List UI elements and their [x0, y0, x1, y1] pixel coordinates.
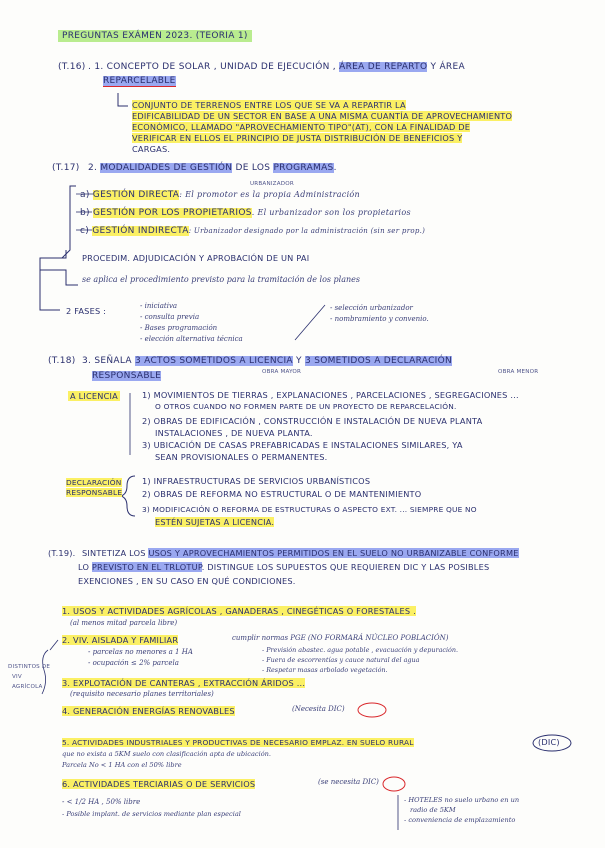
q17-procedimiento: PROCEDIM. ADJUDICACIÓN Y APROBACIÓN DE UN PAI — [82, 253, 310, 263]
q18-title-line1 — [82, 356, 452, 366]
annotation-urbanizador: URBANIZADOR — [250, 181, 294, 187]
q17-item-b-highlight: GESTIÓN POR LOS PROPIETARIOS — [93, 208, 252, 218]
q19-item-6-note-4: radio de 5KM — [410, 806, 456, 814]
q17-fases-label: 2 FASES : — [66, 306, 107, 316]
q17-item-c-highlight: GESTIÓN INDIRECTA — [92, 226, 189, 236]
q17-item-a-label: a) — [80, 190, 93, 200]
q17-item-a-highlight: GESTIÓN DIRECTA — [92, 190, 180, 200]
q17-fase-1: - iniciativa — [140, 302, 178, 310]
licencia-item-1b: O OTROS CUANDO NO FORMEN PARTE DE UN PROYECTO DE REPARCELACIÓN. — [155, 402, 457, 411]
q19-item-6: 6. ACTIVIDADES TERCIARIAS O DE SERVICIOS — [62, 779, 256, 789]
licencia-item-3b: SEAN PROVISIONALES O PERMANENTES. — [155, 452, 328, 462]
q17-fase-4: - elección alternativa técnica — [140, 335, 243, 343]
q17-item-b — [80, 208, 411, 218]
q19-title-highlight1: USOS Y APROVECHAMIENTOS PERMITIDOS EN EL SUELO NO URBANIZABLE CONFORME — [148, 548, 519, 558]
q17-item-c-label: c) — [80, 226, 93, 236]
q17-title-text: DE LOS — [232, 163, 274, 173]
q17-title-end: . — [333, 163, 337, 173]
q19-title-highlight2: PREVISTO EN EL TRLOTUP — [91, 562, 202, 572]
side-note-1: DISTINTOS DE — [8, 664, 51, 670]
q18-title-highlight1: 3 ACTOS SOMETIDOS A LICENCIA — [134, 356, 293, 366]
q17-item-c-text: : Urbanizador designado por la administración (sin ser prop.) — [188, 227, 426, 235]
declaracion-label-2: RESPONSABLE — [66, 488, 123, 497]
q19-item-2-arrow: cumplir normas PGE (NO FORMARÁ NÚCLEO POBLACIÓN) — [232, 634, 449, 642]
declaracion-item-3b: ESTÉN SUJETAS A LICENCIA. — [155, 517, 275, 527]
q17-title-highlight1: MODALIDADES DE GESTIÓN — [100, 163, 233, 173]
q19-item-2-note-2: - ocupación ≤ 2% parcela — [88, 659, 179, 667]
q19-item-2: 2. VIV. AISLADA Y FAMILIAR — [62, 635, 179, 645]
q19-item-6-note-3: - HOTELES no suelo urbano en un — [404, 796, 520, 804]
licencia-item-2b: INSTALACIONES , DE NUEVA PLANTA. — [155, 428, 313, 438]
question-code-t17: (T.17) — [52, 163, 80, 173]
q19-title-text-d: . DISTINGUE LOS SUPUESTOS QUE REQUIEREN DIC Y LAS POSIBLES — [201, 562, 490, 572]
side-note-2: VIV — [12, 674, 22, 680]
q16-answer-line4: VERIFICAR EN ELLOS EL PRINCIPIO DE JUSTA DISTRIBUCIÓN DE BENEFICIOS Y — [132, 133, 463, 143]
q19-item-2-note-3: - Previsión abastec. agua potable , evacuación y depuración. — [262, 646, 458, 654]
q19-item-1: 1. USOS Y ACTIVIDADES AGRÍCOLAS , GANADERAS , CINEGÉTICAS O FORESTALES . — [62, 606, 416, 616]
q19-item-6-note-1: - < 1/2 HA , 50% libre — [62, 798, 141, 806]
q18-title-text-b: Y — [292, 356, 306, 366]
q19-title-line1 — [82, 548, 519, 558]
q17-item-a — [80, 190, 360, 200]
licencia-item-2a: 2) OBRAS DE EDIFICACIÓN , CONSTRUCCIÓN E INSTALACIÓN DE NUEVA PLANTA — [142, 416, 483, 426]
q19-item-2-note-4: - Fuera de escorrentías y cauce natural del agua — [262, 656, 420, 664]
q16-answer-line1: CONJUNTO DE TERRENOS ENTRE LOS QUE SE VA A REPARTIR LA — [132, 100, 406, 110]
q19-item-3: 3. EXPLOTACIÓN DE CANTERAS , EXTRACCIÓN ÁRIDOS ... — [62, 678, 306, 688]
q16-answer-line2: EDIFICABILIDAD DE UN SECTOR EN BASE A UNA MISMA CUANTÍA DE APROVECHAMIENTO — [132, 111, 513, 121]
licencia-item-1a: 1) MOVIMIENTOS DE TIERRAS , EXPLANACIONES , PARCELACIONES , SEGREGACIONES ... — [142, 390, 519, 400]
q16-answer-line5: CARGAS. — [132, 144, 171, 154]
question-code-t19: (T.19). — [48, 548, 76, 558]
q16-title-line1 — [88, 62, 465, 72]
q16-answer-line3: ECONÓMICO, LLAMADO "APROVECHAMIENTO TIPO"(AT), CON LA FINALIDAD DE — [132, 122, 471, 132]
q17-item-b-text: . El urbanizador son los propietarios — [251, 208, 411, 217]
q19-title-line2 — [78, 562, 489, 572]
q16-title-text-a: . 1. CONCEPTO DE SOLAR , UNIDAD DE EJECUCIÓN , — [88, 62, 340, 72]
q19-item-6-note-2: - Posible implant. de servicios mediante plan especial — [62, 810, 241, 818]
declaracion-item-3a: 3) MODIFICACIÓN O REFORMA DE ESTRUCTURAS O ASPECTO EXT. ... SIEMPRE QUE NO — [142, 505, 477, 514]
annotation-obra-mayor: OBRA MAYOR — [262, 369, 302, 375]
q16-title-line2: REPARCELABLE — [103, 76, 176, 86]
q19-title-line3: EXENCIONES , EN SU CASO EN QUÉ CONDICIONES. — [78, 576, 296, 586]
question-code-t16: (T.16) — [58, 62, 86, 72]
q17-fase-6: - nombramiento y convenio. — [330, 315, 429, 323]
q19-item-5-dic: (DIC) — [538, 737, 560, 747]
q17-title-number: 2. — [88, 163, 101, 173]
declaracion-label-1: DECLARACIÓN — [66, 478, 122, 487]
q17-title-highlight2: PROGRAMAS — [273, 163, 334, 173]
licencia-label: A LICENCIA — [70, 391, 118, 401]
q17-fase-2: - consulta previa — [140, 313, 200, 321]
q17-item-b-label: b) — [80, 208, 93, 218]
q19-item-4-note: (Necesita DIC) — [292, 705, 345, 713]
question-code-t18: (T.18) — [48, 356, 76, 366]
q18-title-line2: RESPONSABLE — [92, 371, 162, 381]
declaracion-item-1: 1) INFRAESTRUCTURAS DE SERVICIOS URBANÍSTICOS — [142, 476, 371, 486]
q18-title-highlight2: 3 SOMETIDOS A DECLARACIÓN — [305, 356, 453, 366]
q19-item-2-note-5: - Respetar masas arbolado vegetación. — [262, 666, 388, 674]
side-note-3: AGRÍCOLA — [12, 684, 43, 690]
q17-title — [88, 163, 337, 173]
q18-title-text-a: 3. SEÑALA — [82, 356, 135, 366]
q19-title-text-c: LO — [78, 562, 92, 572]
q19-item-2-note-1: - parcelas no menores a 1 HA — [88, 648, 193, 656]
q17-fase-3: - Bases programación — [140, 324, 218, 332]
page-title: PREGUNTAS EXÁMEN 2023. (TEORIA 1) — [58, 30, 252, 42]
q17-aplica: se aplica el procedimiento previsto para la tramitación de los planes — [82, 275, 360, 284]
q16-title-highlight: ÁREA DE REPARTO — [339, 62, 428, 72]
declaracion-item-2: 2) OBRAS DE REFORMA NO ESTRUCTURAL O DE MANTENIMIENTO — [142, 489, 422, 499]
q19-item-3-note: (requisito necesario planes territoriales) — [70, 690, 214, 698]
licencia-item-3a: 3) UBICACIÓN DE CASAS PREFABRICADAS E INSTALACIONES SIMILARES, YA — [142, 440, 463, 450]
q19-item-1-note: (al menos mitad parcela libre) — [70, 619, 178, 627]
annotation-obra-menor: OBRA MENOR — [498, 369, 539, 375]
q17-fase-5: - selección urbanizador — [330, 304, 413, 312]
q19-item-5-note-1: que no exista a 5KM suelo con clasificación apta de ubicación. — [62, 750, 272, 758]
q17-item-c — [80, 226, 425, 236]
q19-item-5-note-2: Parcela No < 1 HA con el 50% libre — [62, 761, 182, 769]
q16-title-text-b: Y ÁREA — [427, 62, 465, 72]
q19-title-text-a: SINTETIZA LOS — [82, 548, 149, 558]
q19-item-6-note-5: - conveniencia de emplazamiento — [404, 816, 516, 824]
q19-item-6-note: (se necesita DIC) — [318, 778, 379, 786]
q17-item-a-text: : El promotor es la propia Administración — [179, 190, 360, 199]
q19-item-5: 5. ACTIVIDADES INDUSTRIALES Y PRODUCTIVAS DE NECESARIO EMPLAZ. EN SUELO RURAL — [62, 738, 414, 747]
q19-item-4: 4. GENERACIÓN ENERGÍAS RENOVABLES — [62, 706, 235, 716]
